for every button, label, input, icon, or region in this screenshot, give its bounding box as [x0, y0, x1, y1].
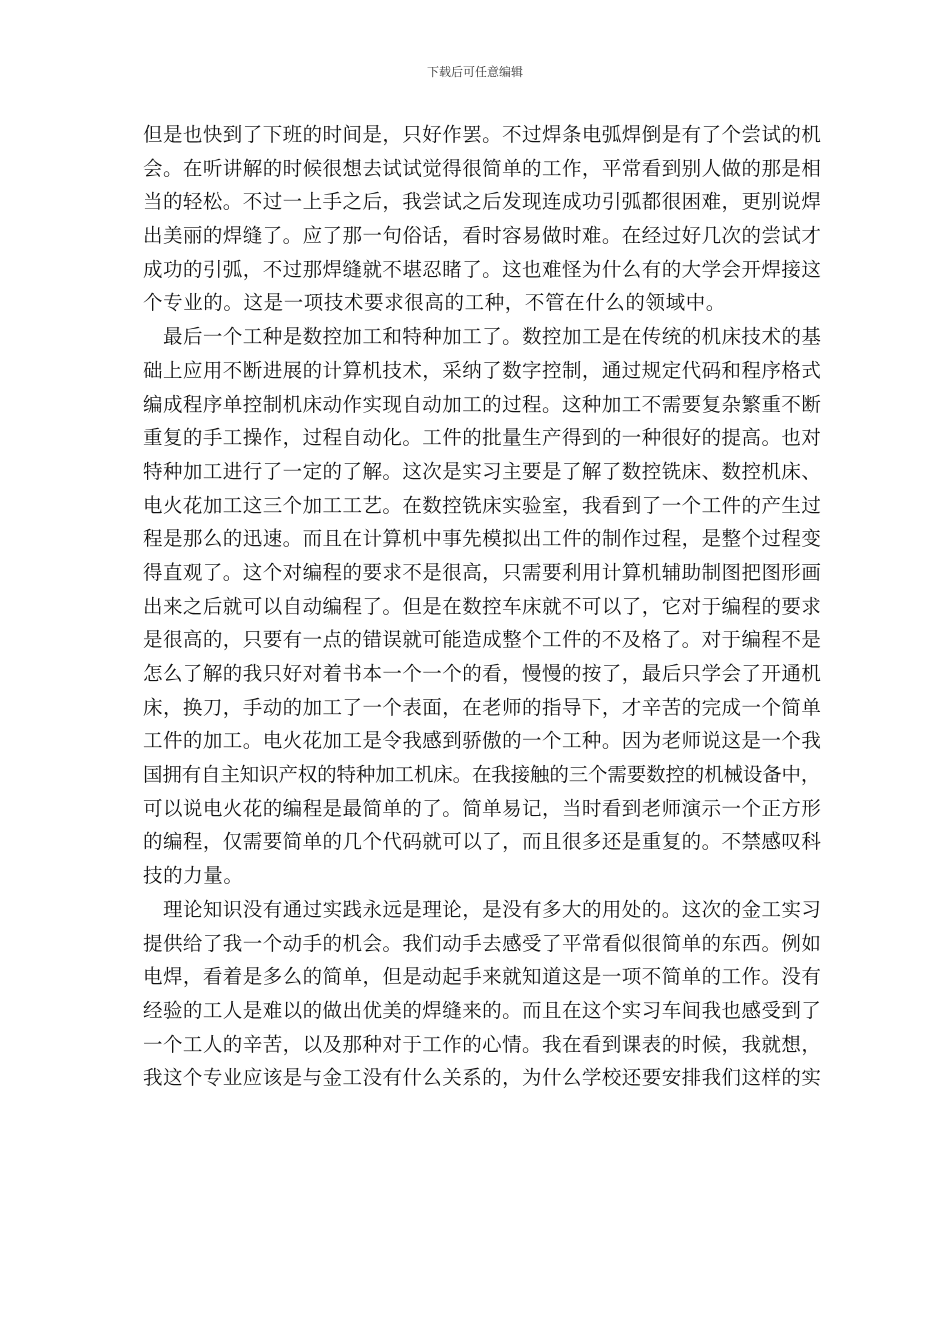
text-line: 经验的工人是难以的做出优美的焊缝来的。而且在这个实习车间我也感受到了: [143, 998, 822, 1022]
text-line: 电焊，看着是多么的简单，但是动起手来就知道这是一项不简单的工作。没有: [143, 965, 822, 989]
text-line: 一个工人的辛苦，以及那种对于工作的心情。我在看到课表的时候，我就想，: [143, 1032, 822, 1056]
text-line: 成功的引弧，不过那焊缝就不堪忍睹了。这也难怪为什么有的大学会开焊接这: [143, 257, 822, 281]
page-header: 下载后可任意编辑: [426, 65, 523, 79]
text-line: 技的力量。: [143, 864, 244, 888]
text-line: 的编程，仅需要简单的几个代码就可以了，而且很多还是重复的。不禁感叹科: [143, 830, 822, 854]
text-line: 程是那么的迅速。而且在计算机中事先模拟出工件的制作过程，是整个过程变: [143, 527, 822, 551]
text-line: 编成程序单控制机床动作实现自动加工的过程。这种加工不需要复杂繁重不断: [143, 392, 822, 416]
text-line: 特种加工进行了一定的了解。这次是实习主要是了解了数控铣床、数控机床、: [143, 459, 822, 483]
text-line: 当的轻松。不过一上手之后，我尝试之后发现连成功引弧都很困难，更别说焊: [143, 190, 822, 214]
text-line: 电火花加工这三个加工工艺。在数控铣床实验室，我看到了一个工件的产生过: [143, 493, 822, 517]
text-line: 但是也快到了下班的时间是，只好作罢。不过焊条电弧焊倒是有了个尝试的机: [143, 123, 822, 146]
text-line: 础上应用不断进展的计算机技术，采纳了数字控制，通过规定代码和程序格式: [143, 358, 822, 382]
text-line: 怎么了解的我只好对着书本一个一个的看，慢慢的按了，最后只学会了开通机: [143, 662, 822, 685]
text-line: 出美丽的焊缝了。应了那一句俗话，看时容易做时难。在经过好几次的尝试才: [143, 224, 822, 248]
paragraph-first-line: 理论知识没有通过实践永远是理论，是没有多大的用处的。这次的金工实习: [163, 897, 822, 921]
text-line: 床，换刀，手动的加工了一个表面，在老师的指导下，才辛苦的完成一个简单: [143, 695, 822, 719]
text-line: 出来之后就可以自动编程了。但是在数控车床就不可以了，它对于编程的要求: [143, 594, 822, 618]
text-line: 会。在听讲解的时候很想去试试觉得很简单的工作，平常看到别人做的那是相: [143, 156, 822, 180]
text-line: 重复的手工操作，过程自动化。工件的批量生产得到的一种很好的提高。也对: [143, 426, 822, 450]
text-line: 得直观了。这个对编程的要求不是很高，只需要利用计算机辅助制图把图形画: [143, 560, 822, 584]
text-line: 是很高的，只要有一点的错误就可能造成整个工件的不及格了。对于编程不是: [143, 628, 822, 652]
text-line: 提供给了我一个动手的机会。我们动手去感受了平常看似很简单的东西。例如: [143, 931, 822, 955]
text-line: 工件的加工。电火花加工是令我感到骄傲的一个工种。因为老师说这是一个我: [143, 729, 822, 753]
document-body: [143, 118, 823, 1095]
text-line: 可以说电火花的编程是最简单的了。简单易记，当时看到老师演示一个正方形: [143, 796, 822, 820]
text-line: 我这个专业应该是与金工没有什么关系的，为什么学校还要安排我们这样的实: [143, 1066, 822, 1090]
text-line: 国拥有自主知识产权的特种加工机床。在我接触的三个需要数控的机械设备中，: [143, 763, 821, 787]
paragraph-first-line: 最后一个工种是数控加工和特种加工了。数控加工是在传统的机床技术的基: [163, 325, 822, 349]
text-line: 个专业的。这是一项技术要求很高的工种，不管在什么的领域中。: [143, 291, 726, 315]
